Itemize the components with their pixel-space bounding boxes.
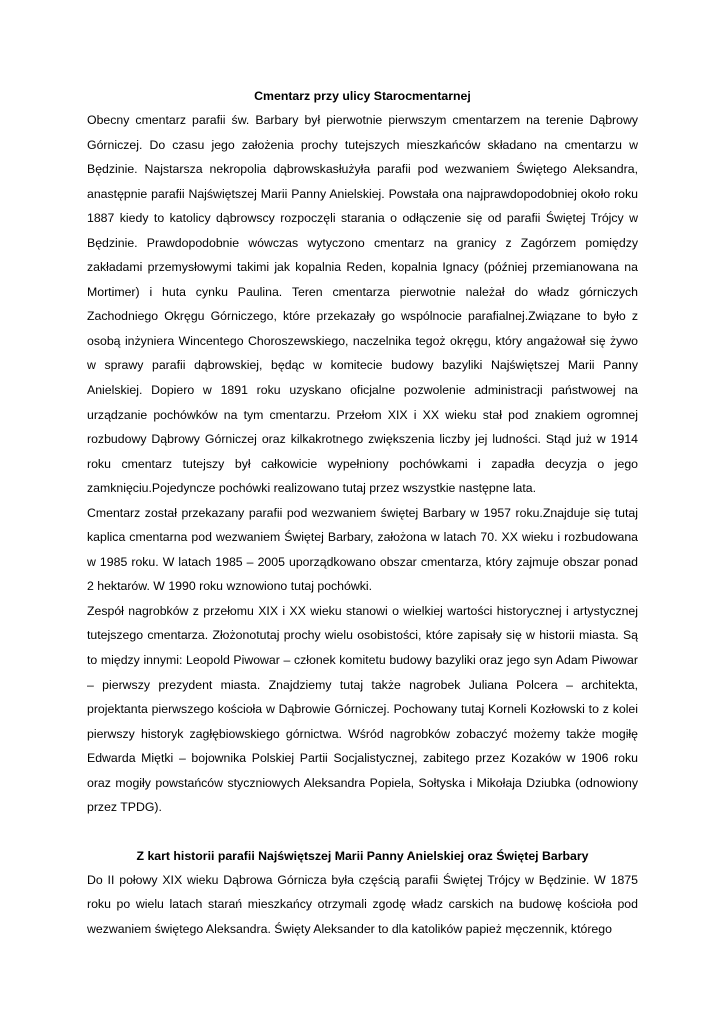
paragraph-parish-history: Do II połowy XIX wieku Dąbrowa Górnicza była częścią parafii Świętej Trójcy w Będzinie. W 1875 roku po wielu latach starań mieszkańcy otrzymali zgodę władz carskich na budowę kościoła pod wezwaniem świętego Aleksandra. Święty Aleksander to dla katolików papież męczennik, którego [87, 872, 638, 936]
section-spacer [87, 820, 638, 844]
section-title-cemetery: Cmentarz przy ulicy Starocmentarnej [254, 89, 471, 103]
paragraph-cemetery-graves: Zespół nagrobków z przełomu XIX i XX wieku stanowi o wielkiej wartości historycznej i artystycznej tutejszego cmentarza. Złożonotutaj prochy wielu osobistości, które zapisały się w historii miasta. Są to między innymi: Leopold Piwowar – członek komitetu budowy bazyliki oraz jego syn Adam Piwowar – pierwszy prezydent miasta. Znajdziemy tutaj także nagrobek Juliana Polcera – architekta, projektanta pierwszego kościoła w Dąbrowie Górniczej. Pochowany tutaj Korneli Kozłowski to z kolei pierwszy historyk zagłębiowskiego górnictwa. Wśród nagrobków zobaczyć możemy także mogiłę Edwarda Miętki – bojownika Polskiej Partii Socjalistycznej, zabitego przez Kozaków w 1906 roku oraz mogiły powstańców styczniowych Aleksandra Popiela, Sołtyska i Mikołaja Dziubka (odnowiony przez TPDG). [87, 603, 638, 815]
paragraph-cemetery-history: Obecny cmentarz parafii św. Barbary był pierwotnie pierwszym cmentarzem na terenie Dąbrowy Górniczej. Do czasu jego założenia prochy tutejszych mieszkańców składano na cmentarzu w Będzinie. Najstarsza nekropolia dąbrowskasłużyła parafii pod wezwaniem Świętego Aleksandra, anastępnie parafii Najświętszej Marii Panny Anielskiej. Powstała ona najprawdopodobniej około roku 1887 kiedy to katolicy dąbrowscy rozpoczęli starania o odłączenie się od parafii Świętej Trójcy w Będzinie. Prawdopodobnie wówczas wytyczono cmentarz na granicy z Zagórzem pomiędzy zakładami przemysłowymi takimi jak kopalnia Reden, kopalnia Ignacy (później przemianowana na Mortimer) i huta cynku Paulina. Teren cmentarza pierwotnie należał do władz górniczych Zachodniego Okręgu Górniczego, które przekazały go wspólnocie parafialnej.Związane to było z osobą inżyniera Wincentego Choroszewskiego, naczelnika tegoż okręgu, który angażował się żywo w sprawy parafii dąbrowskiej, będąc w komitecie budowy bazyliki Najświętszej Marii Panny Anielskiej. Dopiero w 1891 roku uzyskano oficjalne pozwolenie administracji państwowej na urządzanie pochówków na tym cmentarzu. Przełom XIX i XX wieku stał pod znakiem ogromnej rozbudowy Dąbrowy Górniczej oraz kilkakrotnego zwiększenia liczby jej ludności. Stąd już w 1914 roku cmentarz tutejszy był całkowicie wypełniony pochówkami i zapadła decyzja o jego zamknięciu.Pojedyncze pochówki realizowano tutaj przez wszystkie następne lata. [87, 113, 638, 496]
document-page [87, 84, 638, 942]
section-body-cemetery [87, 108, 638, 820]
section-title-parish-history: Z kart historii parafii Najświętszej Marii Panny Anielskiej oraz Świętej Barbary [136, 848, 589, 863]
section-body-parish-history [87, 868, 638, 942]
paragraph-cemetery-transfer: Cmentarz został przekazany parafii pod wezwaniem świętej Barbary w 1957 roku.Znajduje się tutaj kaplica cmentarna pod wezwaniem Świętej Barbary, założona w latach 70. XX wieku i rozbudowana w 1985 roku. W latach 1985 – 2005 uporządkowano obszar cmentarza, który zajmuje obszar ponad 2 hektarów. W 1990 roku wznowiono tutaj pochówki. [87, 505, 638, 594]
